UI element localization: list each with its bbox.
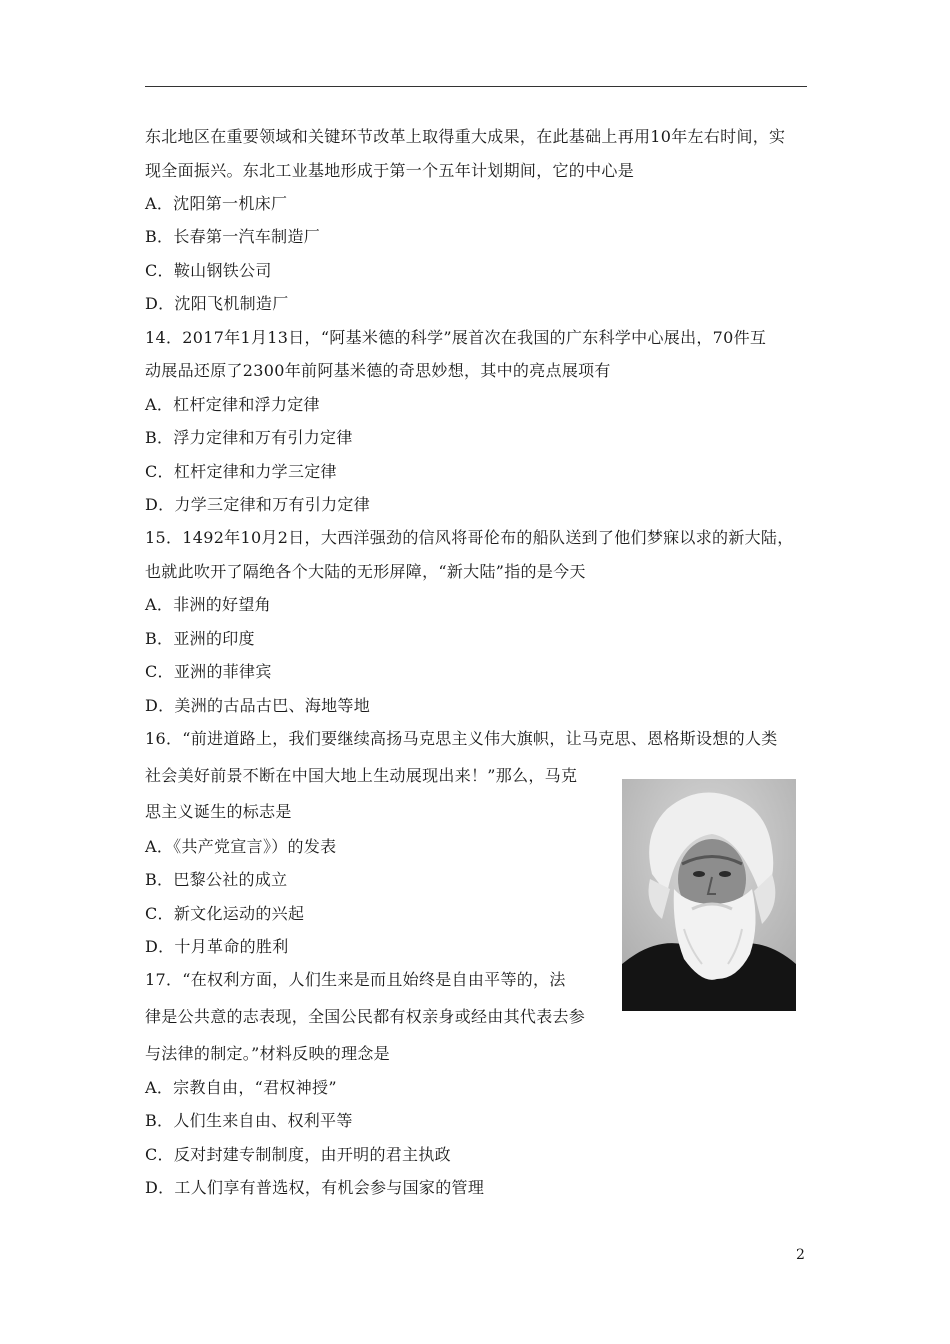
q14-stem-line-1: 14．2017年1月13日，“阿基米德的科学”展首次在我国的广东科学中心展出，70件互 (145, 328, 767, 347)
q16-stem-line-3: 思主义诞生的标志是 (145, 802, 292, 821)
q15-stem-line-1: 15．1492年10月2日，大西洋强劲的信风将哥伦布的船队送到了他们梦寐以求的新大陆， (145, 528, 794, 547)
q14-option-b: B．浮力定律和万有引力定律 (145, 428, 353, 447)
q16-option-d: D．十月革命的胜利 (145, 937, 289, 956)
q17-option-c: C．反对封建专制制度，由开明的君主执政 (145, 1145, 451, 1164)
q17-stem-line-3: 与法律的制定。”材料反映的理念是 (145, 1044, 390, 1063)
q13-option-c: C．鞍山钢铁公司 (145, 261, 272, 280)
q13-option-a: A．沈阳第一机床厂 (145, 194, 288, 213)
header-rule (145, 86, 807, 87)
q15-option-a: A．非洲的好望角 (145, 595, 271, 614)
q14-stem-line-2: 动展品还原了2300年前阿基米德的奇思妙想，其中的亮点展项有 (145, 361, 611, 380)
q14-option-a: A．杠杆定律和浮力定律 (145, 395, 320, 414)
portrait-drawing (622, 779, 796, 1011)
q16-stem-line-2: 社会美好前景不断在中国大地上生动展现出来！”那么，马克 (145, 766, 578, 785)
q17-option-b: B．人们生来自由、权利平等 (145, 1111, 353, 1130)
q17-option-a: A．宗教自由，“君权神授” (145, 1078, 337, 1097)
q16-option-c: C．新文化运动的兴起 (145, 904, 305, 923)
q17-option-d: D．工人们享有普选权，有机会参与国家的管理 (145, 1178, 485, 1197)
q14-option-c: C．杠杆定律和力学三定律 (145, 462, 337, 481)
q17-stem-line-1: 17．“在权利方面，人们生来是而且始终是自由平等的，法 (145, 970, 566, 989)
q15-option-d: D．美洲的古品古巴、海地等地 (145, 696, 371, 715)
q14-option-d: D．力学三定律和万有引力定律 (145, 495, 371, 514)
q17-stem-line-2: 律是公共意的志表现，全国公民都有权亲身或经由其代表去参 (145, 1007, 586, 1026)
q16-stem-line-1: 16．“前进道路上，我们要继续高扬马克思主义伟大旗帜，让马克思、恩格斯设想的人类 (145, 729, 778, 748)
page-number: 2 (796, 1247, 805, 1263)
portrait-photo (622, 779, 796, 1011)
q15-option-b: B．亚洲的印度 (145, 629, 255, 648)
q13-stem-line-1: 东北地区在重要领域和关键环节改革上取得重大成果，在此基础上再用10年左右时间，实 (145, 127, 786, 146)
q13-stem-line-2: 现全面振兴。东北工业基地形成于第一个五年计划期间，它的中心是 (145, 161, 635, 180)
q15-option-c: C．亚洲的菲律宾 (145, 662, 272, 681)
q15-stem-line-2: 也就此吹开了隔绝各个大陆的无形屏障，“新大陆”指的是今天 (145, 562, 586, 581)
q16-option-a: A．《共产党宣言》）的发表 (145, 837, 337, 856)
q13-option-d: D．沈阳飞机制造厂 (145, 294, 289, 313)
q16-option-b: B．巴黎公社的成立 (145, 870, 288, 889)
q13-option-b: B．长春第一汽车制造厂 (145, 227, 321, 246)
